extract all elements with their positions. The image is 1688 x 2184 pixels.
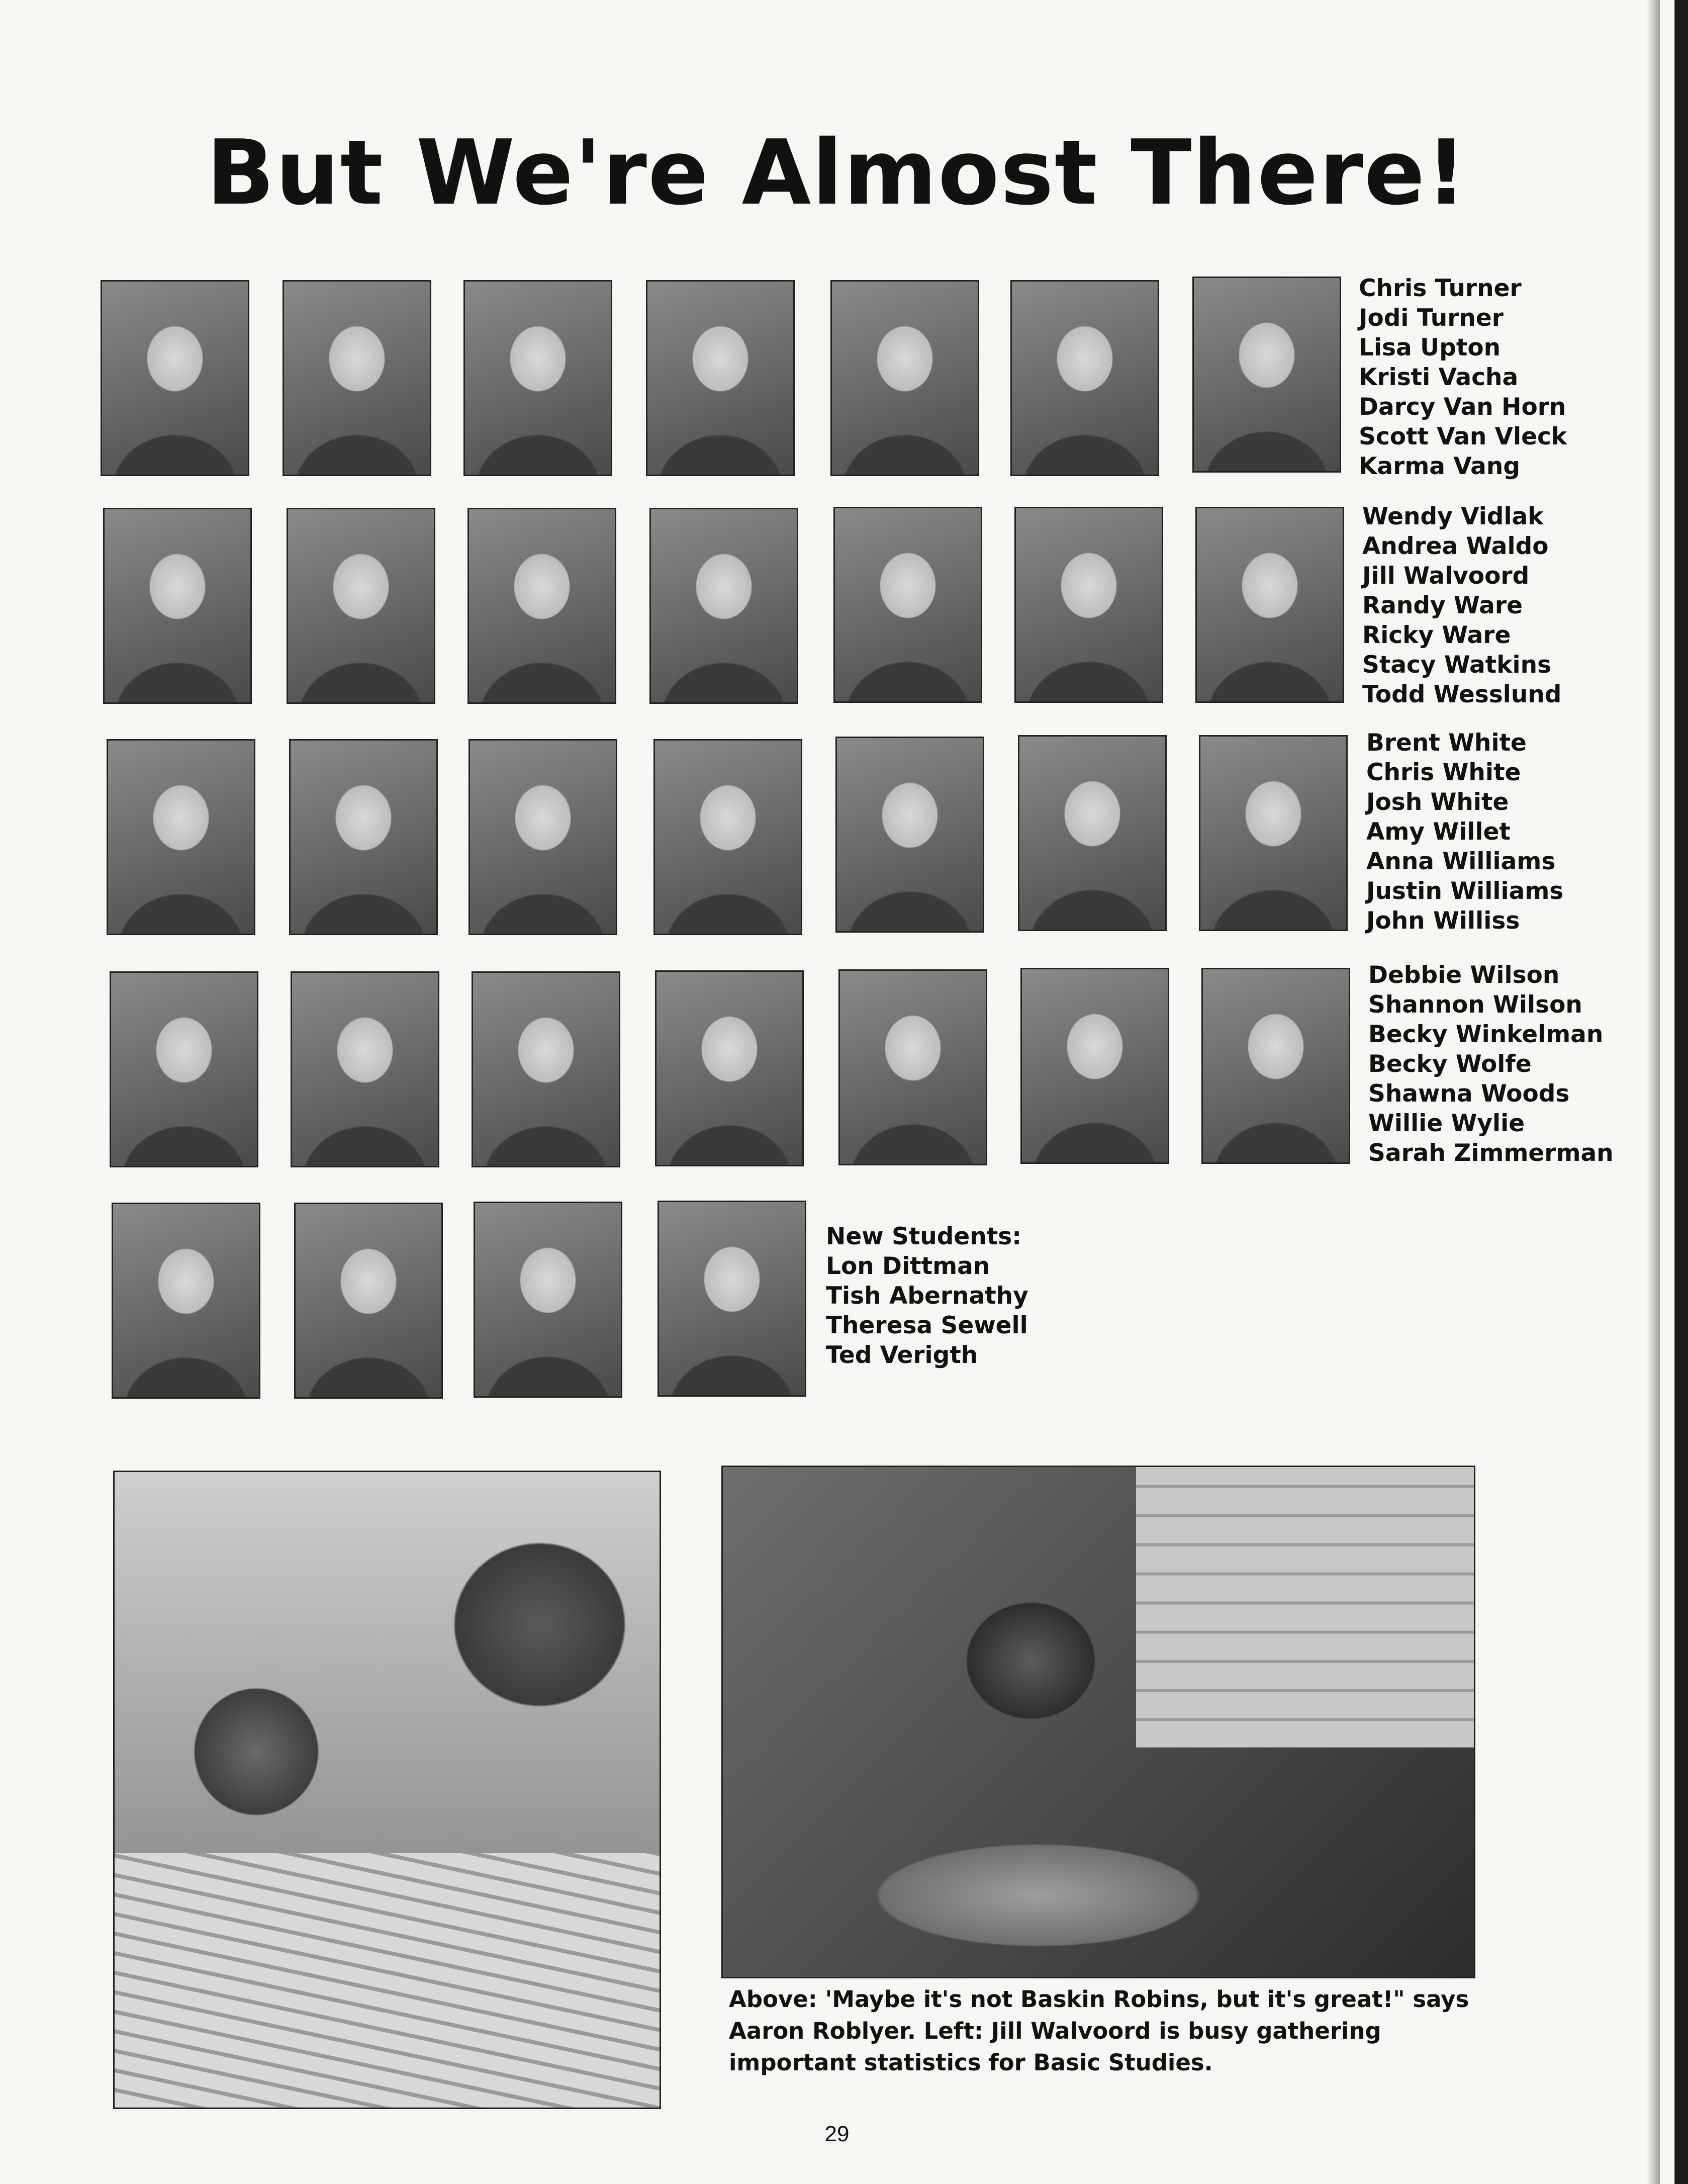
student-name: Anna Williams [1366,848,1556,875]
student-name: Josh White [1366,788,1509,816]
student-name: Shawna Woods [1368,1080,1570,1108]
portrait-karma-vang [1192,277,1341,473]
portrait-chris-white [289,739,438,935]
page-number: 29 [824,2122,850,2146]
student-name: Sarah Zimmerman [1368,1139,1614,1167]
new-students-list [826,1222,1028,1370]
portrait-becky-winkelman [472,971,620,1167]
portrait-brent-white [107,739,255,935]
portrait-ted-verigth [658,1201,806,1397]
student-name: Lon Dittman [826,1252,990,1280]
portrait-scott-van-vleck [1010,280,1159,476]
candid-photo-left [113,1471,661,2109]
name-list-row-3 [1366,728,1563,936]
portrait-justin-williams [1018,735,1167,931]
portrait-anna-williams [835,737,984,933]
portrait-andrea-waldo [287,508,435,704]
portrait-jill-walvoord [467,508,616,704]
student-name: Andrea Waldo [1362,532,1549,560]
portrait-theresa-sewell [474,1202,622,1398]
student-name: Debbie Wilson [1368,961,1560,989]
portrait-amy-willet [653,739,802,935]
portrait-sarah-zimmerman [1201,968,1350,1164]
portrait-stacy-watkins [1014,507,1163,703]
student-name: Willie Wylie [1368,1110,1525,1137]
page-title: But We're Almost There! [206,121,1468,225]
portrait-debbie-wilson [110,971,258,1167]
portrait-jodi-turner [283,280,431,476]
portrait-tish-abernathy [294,1203,443,1399]
candid-photo-right [721,1466,1475,1978]
portrait-wendy-vidlak [103,508,252,704]
portrait-chris-turner [101,280,249,476]
student-name: Todd Wesslund [1362,681,1562,708]
student-name: Jodi Turner [1359,304,1504,332]
portrait-todd-wesslund [1195,507,1344,703]
portrait-josh-white [468,739,617,935]
student-name: Karma Vang [1359,452,1520,480]
student-name: John Williss [1366,907,1520,935]
name-list-row-1 [1359,274,1567,481]
portrait-randy-ware [649,508,798,704]
portrait-shawna-woods [838,969,987,1165]
student-name: Tish Abernathy [826,1282,1028,1310]
photo-caption: Above: 'Maybe it's not Baskin Robins, but it's great!" says Aaron Roblyer. Left: Jill Walvoord is busy gathering important statistics for Basic Studies. [729,1986,1469,2076]
student-name: Wendy Vidlak [1362,503,1544,530]
student-name: Theresa Sewell [826,1312,1028,1339]
portrait-willie-wylie [1020,968,1169,1164]
portrait-shannon-wilson [291,971,439,1167]
new-students-heading: New Students: [826,1223,1021,1250]
portrait-darcy-van-horn [830,280,979,476]
portrait-lisa-upton [463,280,612,476]
portrait-john-williss [1199,735,1348,931]
portrait-lon-dittman [112,1203,260,1399]
portrait-becky-wolfe [655,970,804,1166]
student-name: Scott Van Vleck [1359,423,1567,450]
student-name: Becky Winkelman [1368,1021,1604,1048]
student-name: Amy Willet [1366,818,1511,846]
student-name: Justin Williams [1366,877,1564,905]
student-name: Kristi Vacha [1359,363,1519,391]
student-name: Shannon Wilson [1368,991,1582,1019]
portrait-kristi-vacha [646,280,795,476]
student-name: Ted Verigth [826,1341,978,1369]
name-list-row-2 [1362,502,1561,709]
page-edge-shadow [1647,0,1660,2184]
name-list-row-4 [1368,960,1614,1168]
student-name: Chris Turner [1359,275,1522,302]
portrait-ricky-ware [833,507,982,703]
student-name: Lisa Upton [1359,334,1501,361]
student-name: Randy Ware [1362,592,1523,619]
student-name: Ricky Ware [1362,621,1511,649]
student-name: Becky Wolfe [1368,1050,1532,1078]
student-name: Darcy Van Horn [1359,393,1566,421]
student-name: Brent White [1366,729,1527,757]
student-name: Stacy Watkins [1362,651,1552,679]
student-name: Jill Walvoord [1362,562,1530,590]
student-name: Chris White [1366,759,1521,786]
